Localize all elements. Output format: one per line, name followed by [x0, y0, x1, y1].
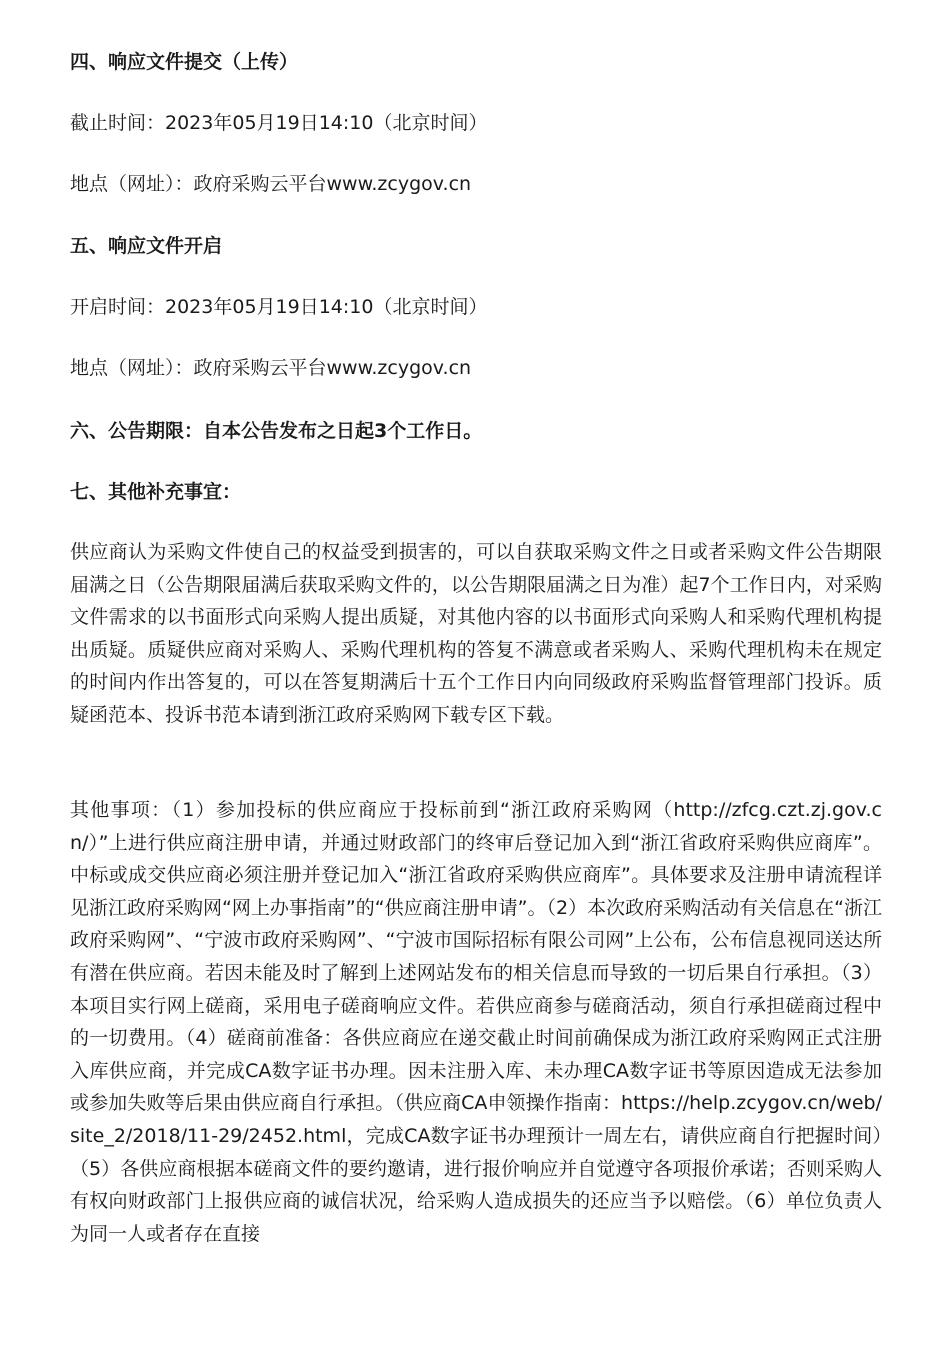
section-4-heading: 四、响应文件提交（上传）: [70, 51, 299, 73]
section-7-heading: 七、其他补充事宜：: [70, 481, 242, 503]
section-5-heading: 五、响应文件开启: [70, 235, 223, 257]
opening-time: 开启时间：2023年05月19日14:10（北京时间）: [70, 296, 488, 318]
complaint-paragraph: 供应商认为采购文件使自己的权益受到损害的，可以自获取采购文件之日或者采购文件公告期限届满之日（公告期限届满后获取采购文件的，以公告期限届满之日为准）起7个工作日内，对采购文件需求的以书面形式向采购人提出质疑，对其他内容的以书面形式向采购人和采购代理机构提出质疑。质疑供应商对采购人、采购代理机构的答复不满意或者采购人、采购代理机构未在规定的时间内作出答复的，可以在答复期满后十五个工作日内向同级政府采购监督管理部门投诉。质疑函范本、投诉书范本请到浙江政府采购网下载专区下载。: [70, 541, 882, 726]
other-matters-paragraph: 其他事项：（1）参加投标的供应商应于投标前到“浙江政府采购网（http://zfcg.czt.zj.gov.cn/）”上进行供应商注册申请，并通过财政部门的终审后登记加入到“浙江省政府采购供应商库”。中标或成交供应商必须注册并登记加入“浙江省政府采购供应商库”。具体要求及注册申请流程详见浙江政府采购网“网上办事指南”的“供应商注册申请”。（2）本次政府采购活动有关信息在“浙江政府采购网”、“宁波市政府采购网”、“宁波市国际招标有限公司网”上公布，公布信息视同送达所有潜在供应商。若因未能及时了解到上述网站发布的相关信息而导致的一切后果自行承担。（3）本项目实行网上磋商，采用电子磋商响应文件。若供应商参与磋商活动，须自行承担磋商过程中的一切费用。（4）磋商前准备：各供应商应在递交截止时间前确保成为浙江政府采购网正式注册入库供应商，并完成CA数字证书办理。因未注册入库、未办理CA数字证书等原因造成无法参加或参加失败等后果由供应商自行承担。（供应商CA申领操作指南：https://help.zcygov.cn/web/site_2/2018/11-29/2452.html，完成CA数字证书办理预计一周左右，请供应商自行把握时间）（5）各供应商根据本磋商文件的要约邀请，进行报价响应并自觉遵守各项报价承诺；否则采购人有权向财政部门上报供应商的诚信状况，给采购人造成损失的还应当予以赔偿。（6）单位负责人为同一人或者存在直接: [70, 799, 882, 1245]
opening-location: 地点（网址）：政府采购云平台www.zcygov.cn: [70, 357, 472, 379]
submission-deadline: 截止时间：2023年05月19日14:10（北京时间）: [70, 112, 488, 134]
section-6-heading: 六、公告期限：自本公告发布之日起3个工作日。: [70, 420, 483, 442]
submission-location: 地点（网址）：政府采购云平台www.zcygov.cn: [70, 173, 472, 195]
